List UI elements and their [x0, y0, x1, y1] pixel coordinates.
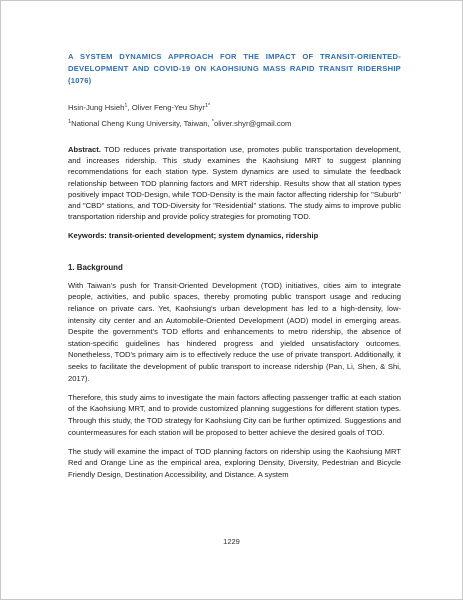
- author-separator: ,: [127, 102, 132, 112]
- corresponding-mark: *: [211, 118, 214, 125]
- affiliation-mark: 1*: [204, 102, 211, 109]
- page-number: 1229: [223, 537, 240, 546]
- affiliation-mark: 1: [124, 102, 128, 109]
- author-list: [68, 102, 401, 113]
- paper-title: A SYSTEM DYNAMICS APPROACH FOR THE IMPACT OF TRANSIT-ORIENTED-DEVELOPMENT AND COVID-19 ON KAOHSIUNG MASS RAPID TRANSIT RIDERSHIP (1076): [68, 52, 401, 86]
- abstract-label: Abstract.: [68, 144, 101, 154]
- abstract-text: TOD reduces private transportation use, promotes public transportation development, and increases ridership. This study examines the Kaohsiung MRT to suggest planning recommendations for each station type. System dynamics are used to simulate the feedback relationship between TOD planning factors and MRT ridership. Results show that all station types positively impact TOD-Design, while TOD-Density is the main factor affecting ridership for "Suburb" and "CBD" stations, and TOD-Diversity for "Residential" stations. The study aims to improve public transportation ridership and provide policy strategies for promoting TOD.: [68, 144, 401, 222]
- body-paragraph: With Taiwan's push for Transit-Oriented Development (TOD) initiatives, cities aim to integrate people, activities, and public spaces, thereby promoting public transport usage and reducing reliance on private cars. Yet, Kaohsiung's urban development has led to a high-density, low-intensity city center and an Automobile-Oriented Development (AOD) model in emerging areas. Despite the government's TOD efforts and enhancements to metro ridership, the absence of station-specific guidelines has hindered progress and yielded unsatisfactory outcomes. Nonetheless, TOD's primary aim is to effectively reduce the use of private transport. Additionally, it seeks to facilitate the development of public transport to increase ridership (Pan, Li, Shen, & Shi, 2017).: [68, 280, 401, 383]
- author-email: oliver.shyr@gmail.com: [213, 118, 292, 128]
- author-name: Hsin-Jung Hsieh: [68, 102, 125, 112]
- affiliation-mark: 1: [68, 118, 72, 125]
- affiliation-text: National Cheng Kung University, Taiwan,: [71, 118, 212, 128]
- abstract: [68, 144, 401, 223]
- keywords: Keywords: transit-oriented development; system dynamics, ridership: [68, 231, 319, 241]
- body-paragraph: Therefore, this study aims to investigate the main factors affecting passenger traffic at each station of the Kaohsiung MRT, and to provide customized planning suggestions for different station types. Through this study, the TOD strategy for Kaohsiung City can be further optimized. Suggestions and countermeasures for each station will be proposed to better achieve the desired goals of TOD.: [68, 392, 401, 437]
- section-heading: 1. Background: [68, 263, 123, 273]
- page-content: [68, 51, 401, 488]
- affiliation: [68, 118, 401, 129]
- author-name: Oliver Feng-Yeu Shyr: [131, 102, 205, 112]
- body-paragraph: The study will examine the impact of TOD planning factors on ridership using the Kaohsiung MRT Red and Orange Line as the empirical area, exploring Density, Diversity, Pedestrian and Bicycle Friendly Design, Destination Accessibility, and Distance. A system: [68, 446, 401, 479]
